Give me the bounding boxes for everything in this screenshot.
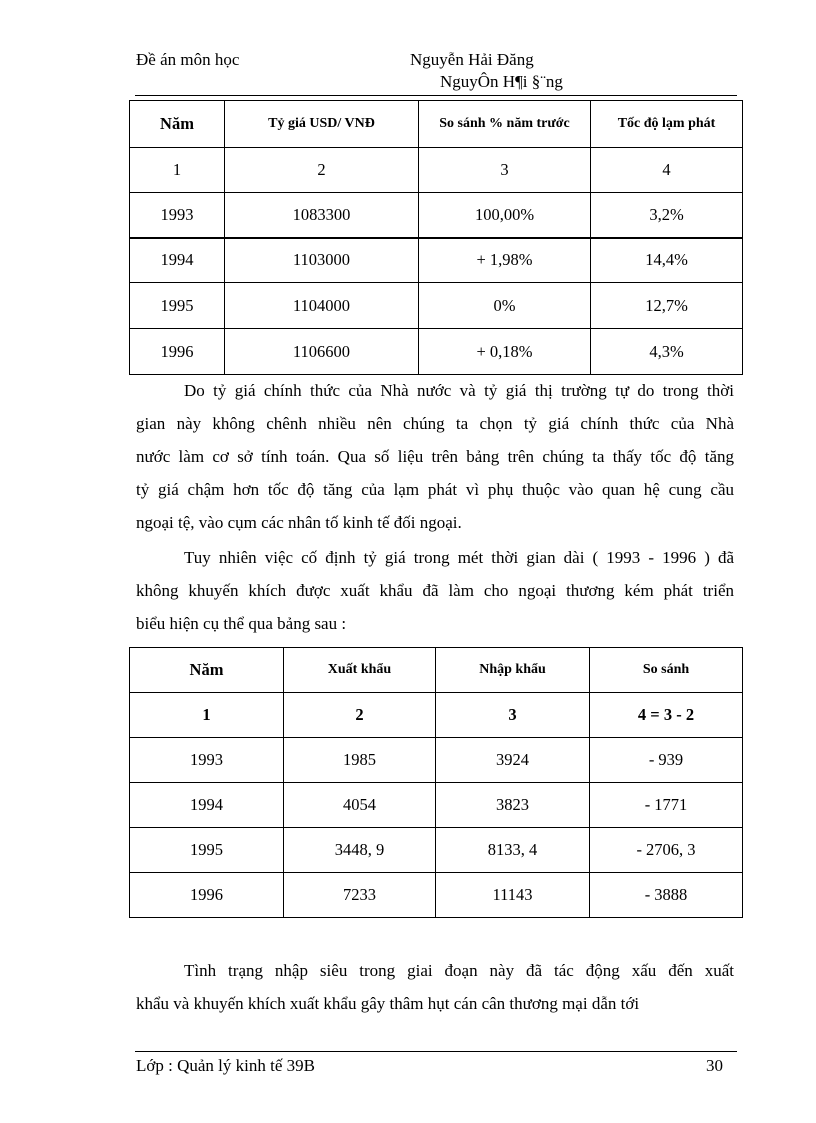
table-row [130, 738, 743, 783]
paragraph-line: gian này không chênh nhiều nên chúng ta chọn tỷ giá chính thức của Nhà [136, 414, 734, 433]
table-cell: 1996 [130, 873, 284, 918]
table-cell: 1104000 [225, 283, 419, 329]
table-cell: 1993 [130, 738, 284, 783]
table-cell: 14,4% [591, 238, 743, 283]
paragraph-line: Tình trạng nhập siêu trong giai đoạn này đã tác động xấu đến xuất [184, 961, 734, 980]
paragraph-line: khẩu và khuyến khích xuất khẩu gây thâm hụt cán cân thương mại dẫn tới [136, 994, 640, 1013]
table-cell: - 939 [590, 738, 743, 783]
table-cell: 1985 [284, 738, 436, 783]
table-header-cell: Năm [130, 648, 284, 693]
paragraph-line: Do tỷ giá chính thức của Nhà nước và tỷ giá thị trường tự do trong thời [184, 381, 734, 400]
table-row [130, 873, 743, 918]
table-cell: 2 [225, 148, 419, 193]
table-row [130, 193, 743, 238]
table-cell: 3448, 9 [284, 828, 436, 873]
table-cell: 4 [591, 148, 743, 193]
table-cell: 4054 [284, 783, 436, 828]
table-cell: 1103000 [225, 238, 419, 283]
table-cell: 8133, 4 [436, 828, 590, 873]
table-header-row [130, 648, 743, 693]
table-header-cell: Tỷ giá USD/ VNĐ [225, 101, 419, 148]
table-cell: 1994 [130, 783, 284, 828]
table-cell: 11143 [436, 873, 590, 918]
table-cell: 1995 [130, 828, 284, 873]
table-cell: 100,00% [419, 193, 591, 238]
table-cell: 1996 [130, 329, 225, 375]
header-author: Nguyễn Hải Đăng [410, 50, 534, 69]
table-cell: - 3888 [590, 873, 743, 918]
table-header-cell: So sánh [590, 648, 743, 693]
table-header-cell: Tốc độ lạm phát [591, 101, 743, 148]
paragraph-line: không khuyến khích được xuất khẩu đã làm cho ngoại thương kém phát triển [136, 581, 734, 600]
table-header-cell: So sánh % năm trước [419, 101, 591, 148]
table-row [130, 329, 743, 375]
table-cell: 3823 [436, 783, 590, 828]
table-cell: 1 [130, 148, 225, 193]
table-cell: 4,3% [591, 329, 743, 375]
paragraph-trade-deficit [136, 954, 734, 1020]
table-cell: 1 [130, 693, 284, 738]
table-cell: 4 = 3 - 2 [590, 693, 743, 738]
table-cell: 3,2% [591, 193, 743, 238]
paragraph-line: biểu hiện cụ thể qua bảng sau : [136, 614, 347, 633]
exchange-rate-table [129, 100, 743, 375]
table-cell: 0% [419, 283, 591, 329]
table-cell: 1995 [130, 283, 225, 329]
footer-class-label: Lớp : Quản lý kinh tế 39B [136, 1056, 315, 1075]
header-course-title: Đề án môn học [136, 50, 240, 69]
table-cell: 1106600 [225, 329, 419, 375]
footer-rule [135, 1051, 737, 1052]
table-cell: - 1771 [590, 783, 743, 828]
table-header-cell: Năm [130, 101, 225, 148]
paragraph-exchange-rate [136, 374, 734, 539]
table-row [130, 238, 743, 283]
table-header-cell: Nhập khẩu [436, 648, 590, 693]
table-cell: 1994 [130, 238, 225, 283]
table-index-row [130, 148, 743, 193]
paragraph-line: tỷ giá chậm hơn tốc độ tăng của lạm phát vì phụ thuộc vào quan hệ cung cầu [136, 480, 734, 499]
trade-balance-table [129, 647, 743, 918]
paragraph-line: ngoại tệ, vào cụm các nhân tố kinh tế đối ngoại. [136, 513, 462, 532]
header-author-garbled: NguyÔn H¶i §¨ng [440, 72, 563, 91]
table-cell: 3 [436, 693, 590, 738]
table-index-row [130, 693, 743, 738]
table-cell: + 0,18% [419, 329, 591, 375]
table-cell: 1993 [130, 193, 225, 238]
paragraph-fixed-rate [136, 541, 734, 640]
table-cell: 3924 [436, 738, 590, 783]
table-row [130, 283, 743, 329]
table-row [130, 783, 743, 828]
table-row [130, 828, 743, 873]
paragraph-line: Tuy nhiên việc cố định tỷ giá trong mét thời gian dài ( 1993 - 1996 ) đã [184, 548, 734, 567]
table-cell: - 2706, 3 [590, 828, 743, 873]
table-cell: 1083300 [225, 193, 419, 238]
table-cell: 2 [284, 693, 436, 738]
table-cell: + 1,98% [419, 238, 591, 283]
table-header-cell: Xuất khẩu [284, 648, 436, 693]
page-number: 30 [706, 1056, 723, 1075]
table-cell: 7233 [284, 873, 436, 918]
table-cell: 12,7% [591, 283, 743, 329]
table-header-row [130, 101, 743, 148]
table-cell: 3 [419, 148, 591, 193]
paragraph-line: nước làm cơ sở tính toán. Qua số liệu trên bảng trên chúng ta thấy tốc độ tăng [136, 447, 734, 466]
header-rule [135, 95, 737, 96]
